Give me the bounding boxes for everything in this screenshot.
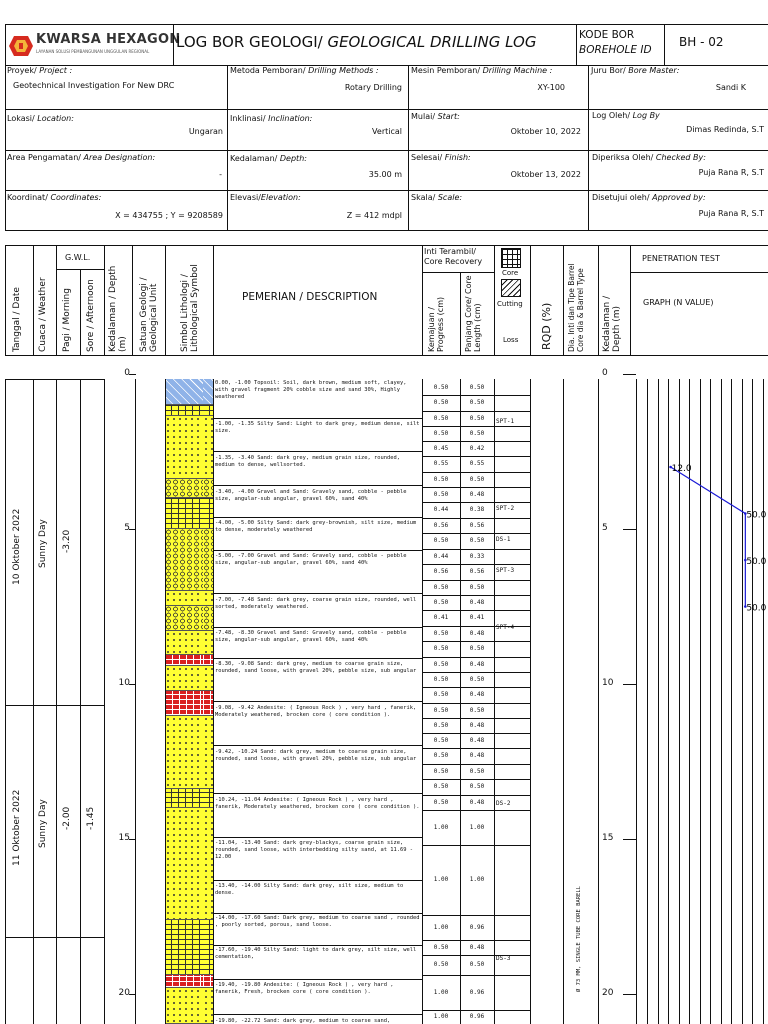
- sample-label: SPT-2: [496, 505, 515, 512]
- progress-cell: 0.50: [433, 475, 449, 483]
- company-name: KWARSA HEXAGON: [36, 32, 181, 47]
- inclination-label: Inklinasi/ Inclination:: [230, 114, 313, 123]
- unit-layer-sand: [165, 416, 203, 480]
- corelength-cell: 0.50: [469, 475, 485, 483]
- depth-tick-label: 10: [118, 678, 130, 688]
- sample-label: DS-3: [496, 955, 511, 962]
- progress-cell: 0.50: [433, 706, 449, 714]
- method-label: Metoda Pemboran/ Drilling Methods :: [230, 66, 379, 75]
- progress-cell: 0.50: [433, 598, 449, 606]
- col-gwl: G.W.L.: [65, 253, 91, 262]
- n-value-label: 50.0: [746, 557, 767, 567]
- approved-label: Disetujui oleh/ Approved by:: [592, 193, 706, 202]
- depth-tick: [129, 374, 136, 375]
- col-corelen: Panjang Core/ Core Length (cm): [464, 275, 483, 352]
- lithology-layer-silty: [203, 498, 213, 529]
- corelength-cell: 0.56: [469, 568, 485, 575]
- corelength-cell: 0.50: [469, 645, 485, 652]
- start-value: Oktober 10, 2022: [510, 127, 581, 136]
- project-label: Proyek/ Project :: [7, 66, 73, 75]
- progress-cell: 0.41: [433, 614, 449, 621]
- day1-weather: Sunny Day: [38, 519, 48, 568]
- unit-layer-gravel: [165, 606, 203, 631]
- progress-cell: 1.00: [433, 876, 449, 883]
- description-entry: -1.35, -3.40 Sand: dark grey, medium grain size, rounded, medium to dense, wellsorted.: [215, 455, 400, 469]
- progress-cell: 0.50: [433, 383, 449, 391]
- corelength-cell: 0.50: [469, 537, 485, 544]
- unit-layer-silty: [165, 789, 203, 808]
- corelength-cell: 0.56: [469, 521, 485, 529]
- lithology-layer-sand: [203, 666, 213, 691]
- location-label: Lokasi/ Location:: [7, 114, 74, 123]
- progress-cell: 0.50: [433, 767, 449, 775]
- corelength-cell: 0.50: [469, 783, 485, 790]
- checked-value: Puja Rana R, S.T: [698, 168, 764, 177]
- progress-cell: 1.00: [433, 823, 449, 831]
- unit-layer-sand: [165, 808, 203, 920]
- unit-layer-andesite: [165, 655, 203, 666]
- progress-cell: 0.50: [433, 429, 449, 437]
- description-entry: -17.60, -19.40 Silty Sand: light to dark grey, silt size, well cementation,: [215, 947, 417, 961]
- project-value: Geotechnical Investigation For New DRC: [13, 81, 175, 90]
- barrel-text: Ø 73 MM, SINGLE TUBE CORE BARELL: [576, 886, 582, 992]
- coord-value: X = 434755 ; Y = 9208589: [115, 211, 223, 220]
- graph-depth-label: 5: [602, 523, 608, 533]
- corelength-cell: 0.48: [469, 943, 485, 951]
- progress-cell: 0.50: [433, 537, 449, 544]
- legend-cutting: Cutting: [497, 300, 523, 308]
- description-entry: -9.42, -10.24 Sand: dark grey, medium to coarse grain size, rounded, sand loose, with gravel 20%, pebble size, sub angular: [215, 749, 417, 763]
- progress-cell: 0.50: [433, 736, 449, 744]
- description-entry: 0.00, -1.00 Topsoil: Soil, dark brown, medium soft, clayey, with gravel fragment 20% cobble size and sand 30%, Highly weathered: [215, 380, 407, 401]
- corelength-cell: 0.48: [469, 691, 485, 698]
- day2-gwl-morning: -2.00: [62, 806, 72, 830]
- day2-date: 11 Oktober 2022: [12, 789, 22, 866]
- description-entry: -5.00, -7.00 Gravel and Sand: Gravely sand, cobble - pebble size, angular-sub angular, gravel 60%, sand 40%: [215, 553, 407, 567]
- master-label: Juru Bor/ Bore Master:: [591, 66, 680, 75]
- document-title: [176, 34, 536, 51]
- progress-cell: 0.50: [433, 583, 449, 591]
- progress-cell: 0.50: [433, 798, 449, 806]
- description-entry: -1.00, -1.35 Silty Sand: Light to dark grey, medium dense, silt size.: [215, 421, 420, 435]
- description-entry: -19.40, -19.80 Andesite: ( Igneous Rock ) , very hard , fanerik, Fresh, brocken core ( core condition ).: [215, 982, 394, 996]
- corelength-cell: 1.00: [469, 876, 485, 883]
- depth-tick: [129, 994, 136, 995]
- day-table: [5, 379, 105, 1024]
- corelength-cell: 1.00: [469, 823, 485, 831]
- coord-label: Koordinat/ Coordinates:: [7, 193, 102, 202]
- n-value-label: 50.0: [746, 603, 767, 614]
- machine-value: XY-100: [537, 83, 565, 92]
- corelength-cell: 0.50: [469, 383, 485, 391]
- progress-cell: 0.50: [433, 399, 449, 406]
- lithology-layer-silty: [203, 920, 213, 976]
- unit-layer-silty: [165, 920, 203, 976]
- unit-layer-andesite: [165, 691, 203, 716]
- corelength-cell: 0.48: [469, 752, 485, 759]
- corelength-cell: 0.33: [469, 552, 485, 560]
- day1-gwl-morning: -3.20: [62, 529, 72, 553]
- unit-layer-sand: [165, 988, 203, 1024]
- title-italic: GEOLOGICAL DRILLING LOG: [327, 33, 537, 51]
- company-tagline: LAYANAN SOLUSI PEMBANGUNAN UNGGULAN REGIONAL: [36, 49, 150, 54]
- graph-depth-label: 15: [602, 833, 614, 843]
- day2-gwl-afternoon: -1.45: [86, 806, 96, 830]
- progress-cell: 0.56: [433, 568, 449, 575]
- unit-layer-sand: [165, 716, 203, 789]
- depth-tick: [129, 529, 136, 530]
- legend-core: Core: [502, 269, 519, 277]
- col-depth2: Kedalaman / Depth (m): [602, 295, 623, 352]
- elevation-label: Elevasi/Elevation:: [230, 193, 301, 202]
- col-barrel: Dia. Inti dan Tipe Barrel Core dia & Barrel Type: [567, 263, 585, 352]
- corelength-cell: 0.96: [469, 923, 485, 931]
- n-value-label: 50.0: [746, 510, 767, 521]
- inclination-value: Vertical: [372, 127, 402, 136]
- corelength-cell: 0.48: [469, 736, 485, 744]
- sample-label: SPT-4: [496, 624, 515, 631]
- description-entry: -19.80, -22.72 Sand: dark grey, medium to coarse sand,: [215, 1018, 391, 1024]
- sample-label: SPT-1: [496, 418, 515, 425]
- lithology-layer-sand: [203, 988, 213, 1024]
- progress-cell: 0.50: [433, 721, 449, 729]
- depth-label: Kedalaman/ Depth:: [230, 154, 307, 163]
- description-entry: -8.30, -9.08 Sand: dark grey, medium to coarse grain size, rounded, sand loose, with gravel 20%, pebble size, sub angular: [215, 661, 417, 675]
- sample-label: DS-2: [496, 800, 511, 807]
- elevation-value: Z = 412 mdpl: [346, 211, 402, 220]
- progress-cell: 0.50: [433, 629, 449, 637]
- approved-value: Puja Rana R, S.T: [698, 209, 764, 218]
- hexagon-logo-icon: [8, 35, 34, 57]
- unit-layer-gravel: [165, 479, 203, 498]
- unit-layer-sand: [165, 631, 203, 655]
- finish-value: Oktober 13, 2022: [510, 170, 581, 179]
- unit-layer-gravel: [165, 529, 203, 591]
- unit-layer-sand: [165, 591, 203, 606]
- graph-depth-label: 10: [602, 678, 614, 688]
- progress-cell: 0.50: [433, 660, 449, 668]
- progress-cell: 1.00: [433, 988, 449, 996]
- progress-cell: 1.00: [433, 1013, 449, 1020]
- corelength-cell: 0.38: [469, 506, 485, 513]
- area-value: -: [219, 170, 222, 179]
- lithology-layer-gravel: [203, 606, 213, 631]
- col-unit: Satuan Geologi / Geological Unit: [139, 277, 160, 352]
- corelength-cell: 0.50: [469, 583, 485, 591]
- unit-layer-sand: [165, 666, 203, 691]
- legend-loss: Loss: [503, 336, 519, 344]
- sample-label: SPT-3: [496, 567, 515, 574]
- description-entry: -4.00, -5.00 Silty Sand: dark grey-brownish, silt size, medium to dense, moderately weathered: [215, 520, 417, 534]
- corelength-cell: 0.48: [469, 598, 485, 606]
- lithology-layer-gravel: [203, 529, 213, 591]
- corelength-cell: 0.55: [469, 460, 485, 467]
- master-value: Sandi K: [715, 83, 746, 92]
- lithology-layer-sand: [203, 631, 213, 655]
- graph-depth-label: 0: [602, 368, 608, 378]
- lithology-layer-andesite: [203, 975, 213, 987]
- description-entry: -11.04, -13.40 Sand: dark grey-blackys, coarse grain size, rounded, sand loose, with interbedding silty sand, at 11.69 - 12.00: [215, 840, 413, 861]
- lithology-layer-andesite: [203, 655, 213, 666]
- day1-date: 10 Oktober 2022: [12, 508, 22, 585]
- unit-layer-topsoil: [165, 379, 203, 405]
- unit-layer-andesite: [165, 975, 203, 987]
- logby-value: Dimas Redinda, S.T: [686, 125, 764, 134]
- corelength-cell: 0.50: [469, 675, 485, 683]
- lithology-layer-sand: [203, 591, 213, 606]
- depth-tick-label: 20: [118, 988, 130, 998]
- description-entry: -7.48, -8.30 Gravel and Sand: Gravely sand, cobble - pebble size, angular-sub angular, gravel 60%, sand 40%: [215, 630, 407, 644]
- depth-tick-label: 5: [124, 523, 130, 533]
- description-entry: -10.24, -11.04 Andesite: ( Igneous Rock ) , very hard , fanerik, Moderately weathered, brocken core ( core condition ).: [215, 797, 420, 811]
- description-entry: -13.40, -14.00 Silty Sand: dark grey, silt size, medium to dense.: [215, 883, 404, 897]
- progress-cell: 0.50: [433, 752, 449, 759]
- corelength-cell: 0.96: [469, 1013, 485, 1020]
- core-grid-icon: [501, 248, 521, 268]
- col-pentest: PENETRATION TEST: [642, 254, 720, 263]
- col-description: PEMERIAN / DESCRIPTION: [242, 291, 378, 303]
- lithology-layer-sand: [203, 716, 213, 789]
- progress-cell: 0.50: [433, 961, 449, 968]
- finish-label: Selesai/ Finish:: [411, 153, 471, 162]
- corelength-cell: 0.48: [469, 629, 485, 637]
- progress-cell: 0.56: [433, 521, 449, 529]
- n-value-label: 12.0: [671, 464, 692, 474]
- lithology-layer-sand: [203, 416, 213, 480]
- col-afternoon: Sore / Afternoon: [86, 279, 96, 352]
- progress-cell: 0.50: [433, 783, 449, 790]
- corelength-cell: 0.50: [469, 429, 485, 437]
- corelength-cell: 0.50: [469, 414, 485, 422]
- sample-label: DS-1: [496, 536, 511, 543]
- bore-label-en: BOREHOLE ID: [579, 44, 652, 56]
- description-entry: -3.40, -4.00 Gravel and Sand: Gravely sand, cobble - pebble size, angular-sub angular, gravel 60%, sand 40%: [215, 489, 407, 503]
- corelength-cell: 0.48: [469, 721, 485, 729]
- col-rqd: RQD (%): [540, 302, 553, 350]
- progress-cell: 1.00: [433, 923, 449, 931]
- col-symbol: Simbol Lithologi / Lithological Symbol: [180, 264, 201, 352]
- cutting-hatch-icon: [501, 279, 521, 297]
- corelength-cell: 0.50: [469, 961, 485, 968]
- corelength-cell: 0.50: [469, 767, 485, 775]
- col-morning: Pagi / Morning: [62, 288, 72, 352]
- area-label: Area Pengamatan/ Area Designation:: [7, 153, 156, 162]
- corelength-cell: 0.42: [469, 444, 485, 452]
- progress-cell: 0.44: [433, 506, 449, 513]
- corelength-cell: 0.96: [469, 988, 485, 996]
- progress-cell: 0.50: [433, 675, 449, 683]
- unit-layer-silty: [165, 498, 203, 529]
- bore-label: KODE BOR: [579, 29, 635, 41]
- corelength-cell: 0.48: [469, 490, 485, 498]
- corelength-cell: 0.48: [469, 798, 485, 806]
- start-label: Mulai/ Start:: [411, 112, 460, 121]
- progress-cell: 0.50: [433, 414, 449, 422]
- corelength-cell: 0.48: [469, 660, 485, 668]
- progress-cell: 0.45: [433, 444, 449, 452]
- depth-tick-label: 0: [124, 368, 130, 378]
- machine-label: Mesin Pemboran/ Drilling Machine :: [411, 66, 553, 75]
- progress-cell: 0.55: [433, 460, 449, 467]
- penetration-chart: [630, 370, 768, 1024]
- depth-tick: [129, 839, 136, 840]
- title-regular: LOG BOR GEOLOGI/: [176, 33, 328, 51]
- lithology-layer-andesite: [203, 691, 213, 716]
- col-date: Tanggal / Date: [12, 287, 22, 352]
- progress-cell: 0.50: [433, 943, 449, 951]
- method-value: Rotary Drilling: [344, 83, 402, 92]
- location-value: Ungaran: [188, 127, 223, 136]
- depth-tick: [129, 684, 136, 685]
- lithology-layer-silty: [203, 405, 213, 416]
- depth-tick-label: 15: [118, 833, 130, 843]
- lithology-layer-sand: [203, 808, 213, 920]
- borehole-id: BH - 02: [679, 35, 724, 49]
- n-value-line: [671, 467, 746, 607]
- logby-label: Log Oleh/ Log By: [592, 111, 660, 120]
- depth-value: 35.00 m: [368, 170, 402, 179]
- lithology-layer-gravel: [203, 479, 213, 498]
- description-entry: -9.08, -9.42 Andesite: ( Igneous Rock ) , very hard , fanerik, Moderately weathered, brocken core ( core condition ).: [215, 705, 417, 719]
- corelength-cell: 0.50: [469, 399, 485, 406]
- lithology-layer-silty: [203, 789, 213, 808]
- unit-layer-silty: [165, 405, 203, 416]
- description-entry: -14.00, -17.60 Sand: Dark grey, medium to coarse sand , rounded , poorly sorted, porous, sand loose.: [215, 915, 420, 929]
- col-weather: Cuaca / Weather: [38, 277, 48, 352]
- col-graph: GRAPH (N VALUE): [643, 298, 714, 307]
- graph-depth-label: 20: [602, 988, 614, 998]
- progress-cell: 0.44: [433, 552, 449, 560]
- corelength-cell: 0.41: [469, 614, 485, 621]
- corelength-cell: 0.50: [469, 706, 485, 714]
- col-recovery: Inti Terambil/ Core Recovery: [424, 247, 483, 266]
- lithology-layer-topsoil: [203, 379, 213, 405]
- col-depth: Kedalaman / Depth (m): [108, 265, 129, 352]
- day2-weather: Sunny Day: [38, 799, 48, 848]
- description-entry: -7.00, -7.48 Sand: dark grey, coarse grain size, rounded, well sorted, moderately weathered.: [215, 597, 417, 611]
- progress-cell: 0.50: [433, 645, 449, 652]
- col-progress: Kemajuan / Progress (cm): [427, 296, 446, 352]
- progress-cell: 0.50: [433, 490, 449, 498]
- checked-label: Diperiksa Oleh/ Checked By:: [592, 153, 706, 162]
- scale-label: Skala/ Scale:: [411, 193, 463, 202]
- progress-cell: 0.50: [433, 691, 449, 698]
- company-logo: [8, 35, 34, 57]
